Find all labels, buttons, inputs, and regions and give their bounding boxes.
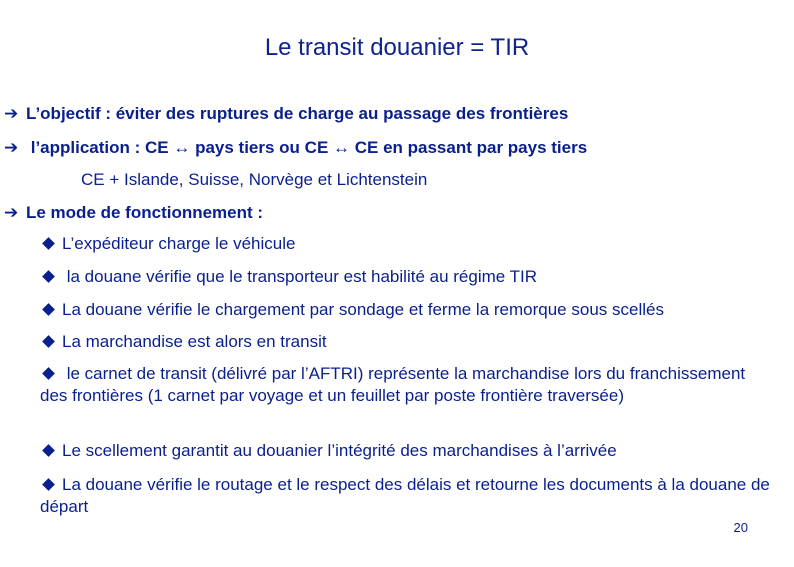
step-text: La douane vérifie le routage et le respect des délais et retourne les documents à la douane de départ — [40, 475, 770, 516]
step-item — [40, 300, 664, 320]
point-objectif — [4, 104, 568, 124]
slide-title: Le transit douanier = TIR — [264, 34, 530, 61]
point-application — [4, 138, 587, 158]
point-objectif-text: L’objectif : éviter des ruptures de charge au passage des frontières — [26, 104, 569, 123]
diamond-bullet-icon — [42, 478, 55, 491]
step-item — [40, 234, 295, 254]
diamond-bullet-icon — [42, 270, 55, 283]
diamond-bullet-icon — [42, 303, 55, 316]
countries-line: CE + Islande, Suisse, Norvège et Lichtenstein — [81, 170, 428, 189]
step-text: la douane vérifie que le transporteur est habilité au régime TIR — [62, 267, 538, 286]
point-application-text: l’application : CE ↔ pays tiers ou CE ↔ CE en passant par pays tiers — [26, 138, 588, 157]
step-text: La marchandise est alors en transit — [62, 332, 327, 351]
step-text: le carnet de transit (délivré par l’AFTRI) représente la marchandise lors du franchissement des frontières (1 carnet par voyage et un feuillet par poste frontière traversée) — [40, 364, 746, 405]
page-number: 20 — [733, 520, 748, 535]
point-mode-text: Le mode de fonctionnement : — [26, 203, 264, 222]
step-text: Le scellement garantit au douanier l’intégrité des marchandises à l’arrivée — [62, 441, 617, 460]
step-text: La douane vérifie le chargement par sondage et ferme la remorque sous scellés — [62, 300, 664, 319]
diamond-bullet-icon — [42, 237, 55, 250]
diamond-bullet-icon — [42, 335, 55, 348]
point-mode — [4, 203, 263, 223]
step-item — [40, 267, 537, 287]
diamond-bullet-icon — [42, 444, 55, 457]
arrow-right-icon: ➔ — [4, 138, 19, 157]
arrow-right-icon: ➔ — [4, 104, 19, 123]
step-item — [40, 474, 780, 518]
step-item — [40, 332, 327, 352]
arrow-right-icon: ➔ — [4, 203, 19, 222]
step-item — [40, 441, 617, 461]
step-text: L’expéditeur charge le véhicule — [62, 234, 296, 253]
diamond-bullet-icon — [42, 367, 55, 380]
step-item — [40, 363, 760, 407]
